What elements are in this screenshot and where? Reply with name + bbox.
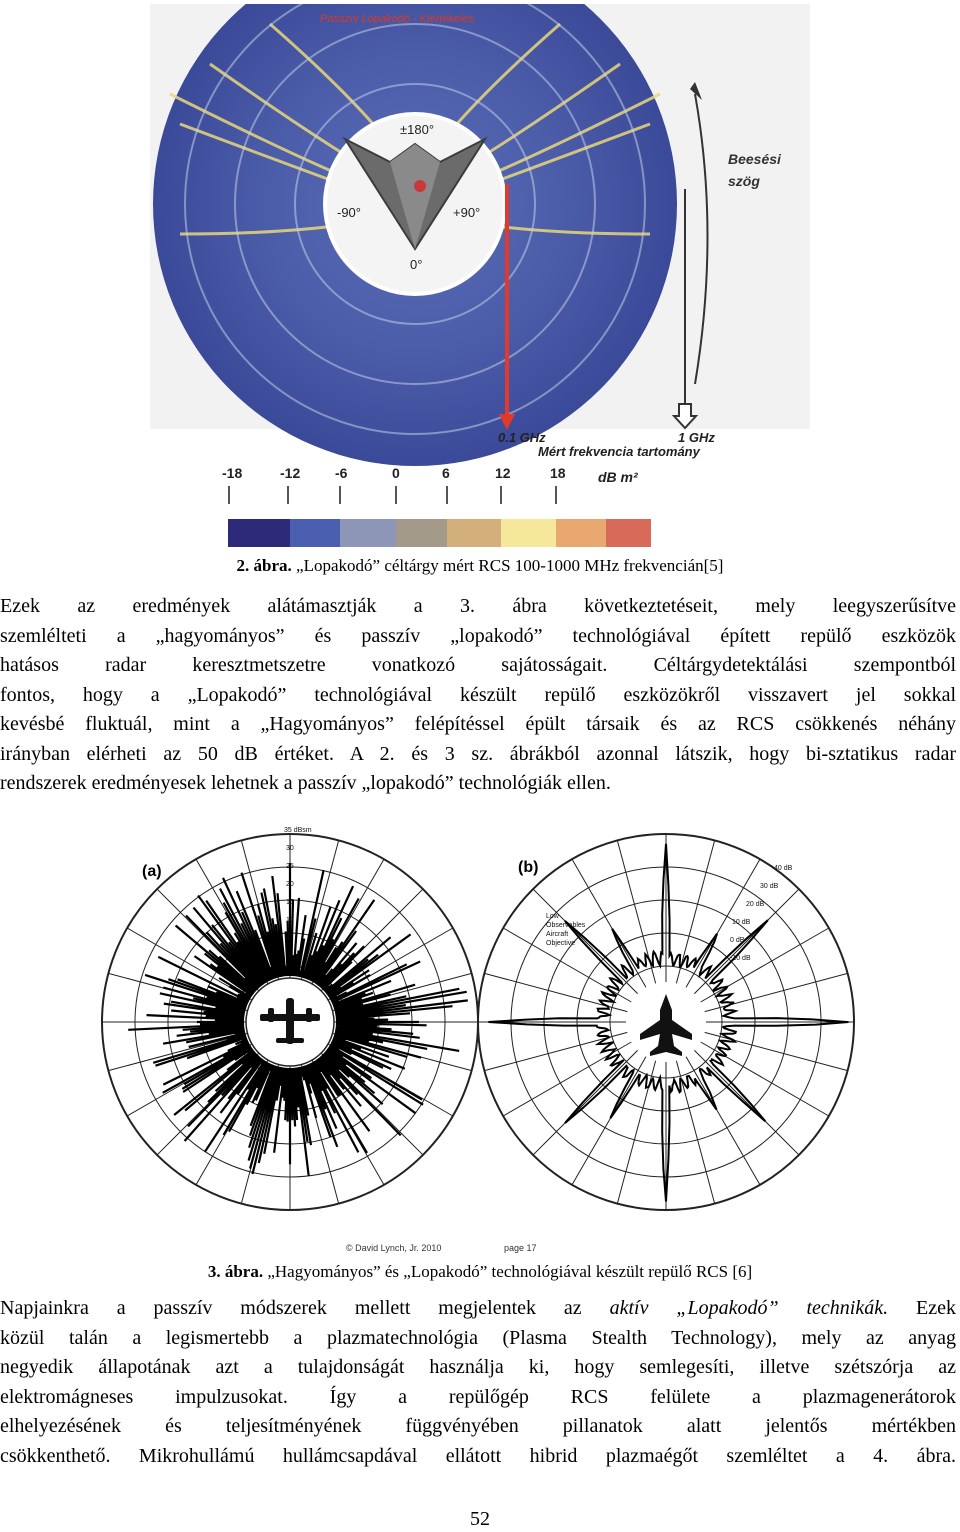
svg-text:35 dBsm: 35 dBsm <box>284 827 312 834</box>
svg-text:6: 6 <box>442 465 450 481</box>
freq-range-label: Mért frekvencia tartomány <box>538 444 700 459</box>
svg-text:30: 30 <box>286 845 294 852</box>
svg-text:40 dB: 40 dB <box>774 865 793 872</box>
incidence-label-1: Beesési <box>728 151 781 167</box>
page-number: 52 <box>470 1508 490 1530</box>
freq-high-label: 1 GHz <box>678 430 715 445</box>
svg-text:0: 0 <box>392 465 400 481</box>
svg-text:Low: Low <box>546 913 559 920</box>
figure-3-caption <box>0 1262 960 1282</box>
svg-text:10: 10 <box>286 917 294 924</box>
svg-text:0 dB: 0 dB <box>730 937 745 944</box>
panel-b-label: (b) <box>518 859 539 876</box>
figure-credit: © David Lynch, Jr. 2010 <box>346 1243 442 1253</box>
figure-2-number: 2. ábra. <box>236 556 292 575</box>
svg-text:15: 15 <box>286 899 294 906</box>
p1-line: rendszerek eredményesek lehetnek a passzív „lopakodó” technológiák ellen. <box>0 772 611 794</box>
scale-unit: dB m² <box>598 469 638 485</box>
svg-text:-10 dB: -10 dB <box>730 955 751 962</box>
paragraph-1 <box>0 592 956 799</box>
p2-line: elektromágneses impulzusokat. Így a repülőgép RCS felülete a plazmagenerátorok <box>0 1385 956 1408</box>
p2-line-1 <box>0 1294 956 1324</box>
svg-text:5: 5 <box>286 935 290 942</box>
p1-line: szemlélteti a „hagyományos” és passzív „lopakodó” technológiával épített repülő eszközök <box>0 624 956 647</box>
figure-top-label: Passzív Lopakodó - Kiértékelés <box>320 13 475 25</box>
svg-text:Observables: Observables <box>546 922 586 929</box>
angle-label-left: -90° <box>337 205 361 220</box>
p1-line: irányban elérheti az 50 dB értéket. A 2. és 3 sz. ábrákból azonnal látszik, hogy bi-sztatikus radar <box>0 742 956 765</box>
figure-3-number: 3. ábra. <box>207 1262 264 1281</box>
svg-text:20: 20 <box>286 881 294 888</box>
svg-text:-18: -18 <box>222 465 243 481</box>
p1-line: fontos, hogy a „Lopakodó” technológiával készült repülő eszközökről visszavert jel sokkal <box>0 683 956 706</box>
p2-line: negyedik állapotának azt a tulajdonságát használja ki, hogy semlegesíti, illetve szétszórja az <box>0 1356 956 1378</box>
panel-a-label: (a) <box>142 863 162 880</box>
p1-line: kevésbé fluktuál, mint a „Hagyományos” felépítéssel épült társaik és az RCS csökkenés néhány <box>0 713 956 735</box>
p1-line: Ezek az eredmények alátámasztják a 3. ábra következtetéseit, mely leegyszerűsítve <box>0 595 956 617</box>
paragraph-2 <box>0 1294 956 1471</box>
svg-text:25: 25 <box>286 863 294 870</box>
color-scale-bar <box>228 519 651 547</box>
svg-text:10 dB: 10 dB <box>732 919 751 926</box>
angle-label-top: ±180° <box>400 122 435 137</box>
p2-line: elhelyezésének és teljesítményének függvényében pillanatok alatt jelentős mértékben <box>0 1415 956 1437</box>
svg-text:-6: -6 <box>335 465 348 481</box>
figure-2-rcs-plot <box>150 4 810 552</box>
svg-text:20 dB: 20 dB <box>746 901 765 908</box>
svg-text:Aircraft: Aircraft <box>546 931 569 938</box>
figure-3-caption-text: „Hagyományos” és „Lopakodó” technológiával készült repülő RCS [6] <box>263 1262 753 1281</box>
svg-text:30 dB: 30 dB <box>760 883 779 890</box>
figure-2-caption-text: „Lopakodó” céltárgy mért RCS 100-1000 MHz frekvencián[5] <box>291 556 724 575</box>
angle-label-bottom: 0° <box>410 257 423 272</box>
incidence-label-2: szög <box>728 173 760 189</box>
p2-italic: aktív „Lopakodó” technikák. <box>609 1297 889 1319</box>
figure-2-caption <box>0 556 960 576</box>
angle-label-right: +90° <box>453 205 481 220</box>
svg-text:18: 18 <box>550 465 566 481</box>
svg-text:-12: -12 <box>280 465 301 481</box>
figure-credit-page: page 17 <box>504 1243 537 1253</box>
p2-line: csökkenthető. Mikrohullámú hullámcsapdával ellátott hibrid plazmaégőt szemléltet a 4. ábra. <box>0 1444 956 1467</box>
figure-3-polar-plots <box>98 818 864 1258</box>
svg-text:Objective: Objective <box>546 940 576 947</box>
p2-line: közül talán a legismertebb a plazmatechnológia (Plasma Stealth Technology), mely az anyag <box>0 1326 956 1349</box>
p1-line: hatásos radar keresztmetszetre vonatkozó sajátosságait. Céltárgydetektálási szempontból <box>0 654 956 676</box>
p2-prefix: Napjainkra a passzív módszerek mellett megjelentek az <box>0 1297 610 1319</box>
freq-low-label: 0.1 GHz <box>498 430 546 445</box>
svg-text:12: 12 <box>495 465 511 481</box>
p2-suffix: Ezek <box>888 1297 956 1319</box>
